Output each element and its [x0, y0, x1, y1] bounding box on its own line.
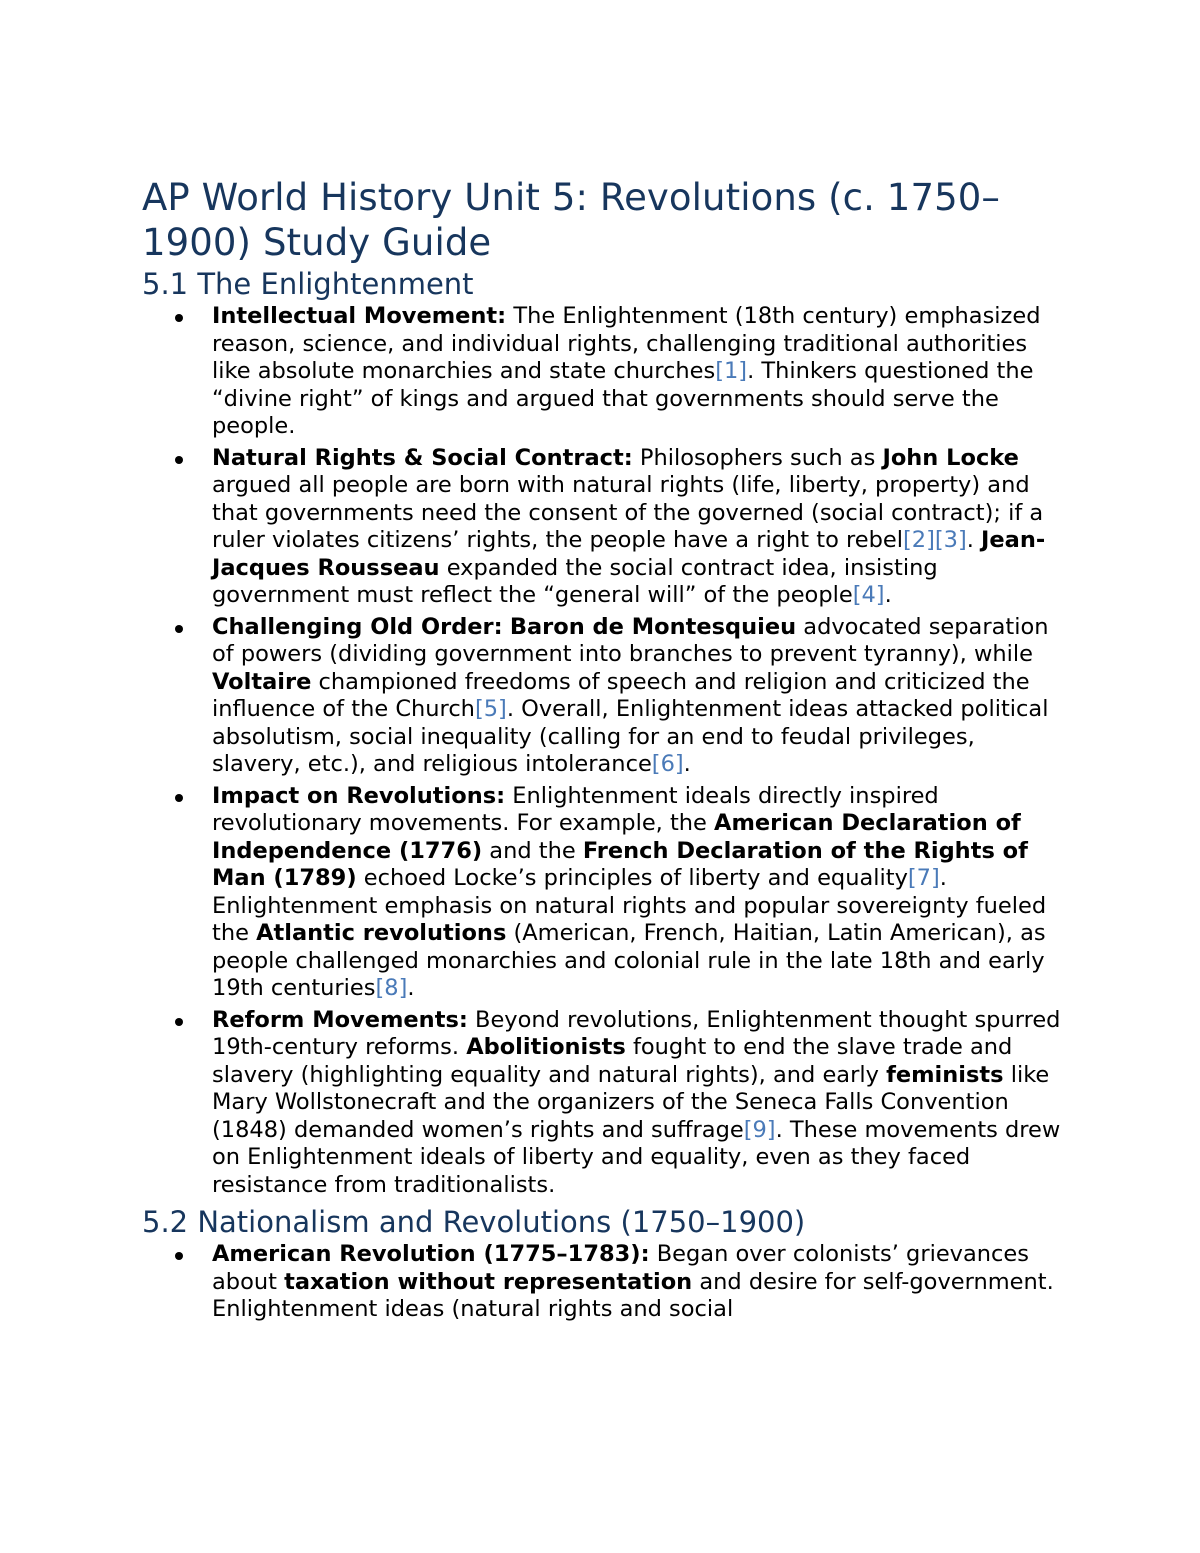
list-item — [142, 783, 1070, 1003]
list-item — [142, 1007, 1070, 1200]
bullet-label: Challenging Old Order: — [212, 613, 503, 640]
body-text: like Mary Wollstonecraft and the organizers of the Seneca Falls Convention (1848) demanded women’s rights and suffrage — [212, 1061, 1050, 1143]
body-text: . — [407, 975, 415, 1001]
section-heading-enlightenment: 5.1 The Enlightenment — [142, 267, 474, 301]
citation-link[interactable]: [8] — [375, 975, 408, 1001]
body-text — [503, 614, 510, 640]
bold-term: taxation without representation — [284, 1268, 693, 1295]
bold-term: Abolitionists — [466, 1034, 626, 1060]
list-item — [142, 445, 1070, 610]
bullet-list-nationalism — [142, 1241, 1070, 1324]
bullet-label: Natural Rights & Social Contract: — [212, 444, 633, 471]
bullet-label: Intellectual Movement: — [212, 303, 507, 329]
bold-term: Atlantic revolutions — [256, 920, 507, 946]
citation-link[interactable]: [1] — [715, 358, 748, 384]
body-text: . Overall, Enlightenment ideas attacked political absolutism, social inequality (calling for an end to feudal privileges, slavery, etc.), and religious intolerance — [212, 696, 1049, 777]
body-text: fought to end the slave trade and slavery (highlighting equality and natural rights), and early — [212, 1034, 1013, 1088]
body-text: argued all people are born with natural rights (life, liberty, property) and that governments need the consent of the governed (social contract); if a ruler violates citizens’ rights, the people have a right to rebel — [212, 472, 1044, 553]
body-text: championed freedoms of speech and religion and criticized the influence of the Church — [212, 668, 1030, 722]
body-text: expanded the social contract idea, insisting government must reflect the “general will” of the people — [212, 554, 938, 608]
section-heading-nationalism: 5.2 Nationalism and Revolutions (1750–1900) — [142, 1205, 806, 1239]
bold-term: Voltaire — [212, 668, 312, 695]
list-item — [142, 1241, 1070, 1324]
body-text: . — [884, 582, 892, 608]
body-text: Began over colonists’ grievances about — [212, 1241, 1029, 1295]
citation-link[interactable]: [4] — [852, 582, 885, 608]
bold-term: Jean-Jacques Rousseau — [212, 527, 1046, 581]
bold-term: John Locke — [882, 444, 1019, 471]
body-text: Enlightenment ideals directly inspired revolutionary movements. For example, the — [212, 782, 939, 836]
bullet-label: American Revolution (1775–1783): — [212, 1241, 650, 1267]
bold-term: French Declaration of the Rights of Man (1789) — [212, 837, 1028, 891]
body-text: and the — [482, 837, 583, 864]
bold-term: Baron de Montesquieu — [509, 613, 797, 640]
citation-link[interactable]: [2] — [902, 527, 935, 553]
page-title: AP World History Unit 5: Revolutions (c. 1750–1900) Study Guide — [142, 176, 1000, 264]
citation-link[interactable]: [7] — [907, 865, 940, 891]
citation-link[interactable]: [6] — [651, 751, 684, 777]
bullet-label: Impact on Revolutions: — [212, 782, 506, 809]
list-item — [142, 614, 1070, 779]
body-text: Beyond revolutions, Enlightenment thought spurred 19th-century reforms. — [212, 1006, 1061, 1060]
body-text: Philosophers such as — [632, 444, 883, 471]
body-text: and desire for self-government. Enlightenment ideas (natural rights and social — [212, 1268, 1054, 1322]
body-text: . — [683, 751, 691, 777]
body-text: advocated separation of powers (dividing government into branches to prevent tyranny), while — [212, 613, 1049, 667]
body-text: . These movements drew on Enlightenment ideals of liberty and equality, even as they faced resistance from traditionalists. — [212, 1116, 1061, 1198]
bold-term: feminists — [886, 1061, 1004, 1088]
body-text: The Enlightenment (18th century) emphasized reason, science, and individual rights, challenging traditional authorities like absolute monarchies and state churches — [212, 303, 1041, 384]
body-text: . Thinkers questioned the “divine right” of kings and argued that governments should serve the people. — [212, 358, 1034, 439]
list-item — [142, 303, 1070, 441]
citation-link[interactable]: [5] — [474, 696, 507, 722]
body-text: . Enlightenment emphasis on natural rights and popular sovereignty fueled the — [212, 865, 1047, 946]
body-text: . — [966, 527, 982, 553]
bold-term: American Declaration of Independence (1776) — [212, 810, 1021, 864]
bullet-list-enlightenment — [142, 303, 1070, 1199]
body-text: (American, French, Haitian, Latin American), as people challenged monarchies and colonial rule in the late 18th and early 19th centuries — [212, 920, 1046, 1001]
citation-link[interactable]: [9] — [743, 1116, 776, 1143]
bullet-label: Reform Movements: — [212, 1006, 468, 1033]
citation-link[interactable]: [3] — [934, 527, 967, 553]
body-text: echoed Locke’s principles of liberty and equality — [356, 865, 908, 891]
